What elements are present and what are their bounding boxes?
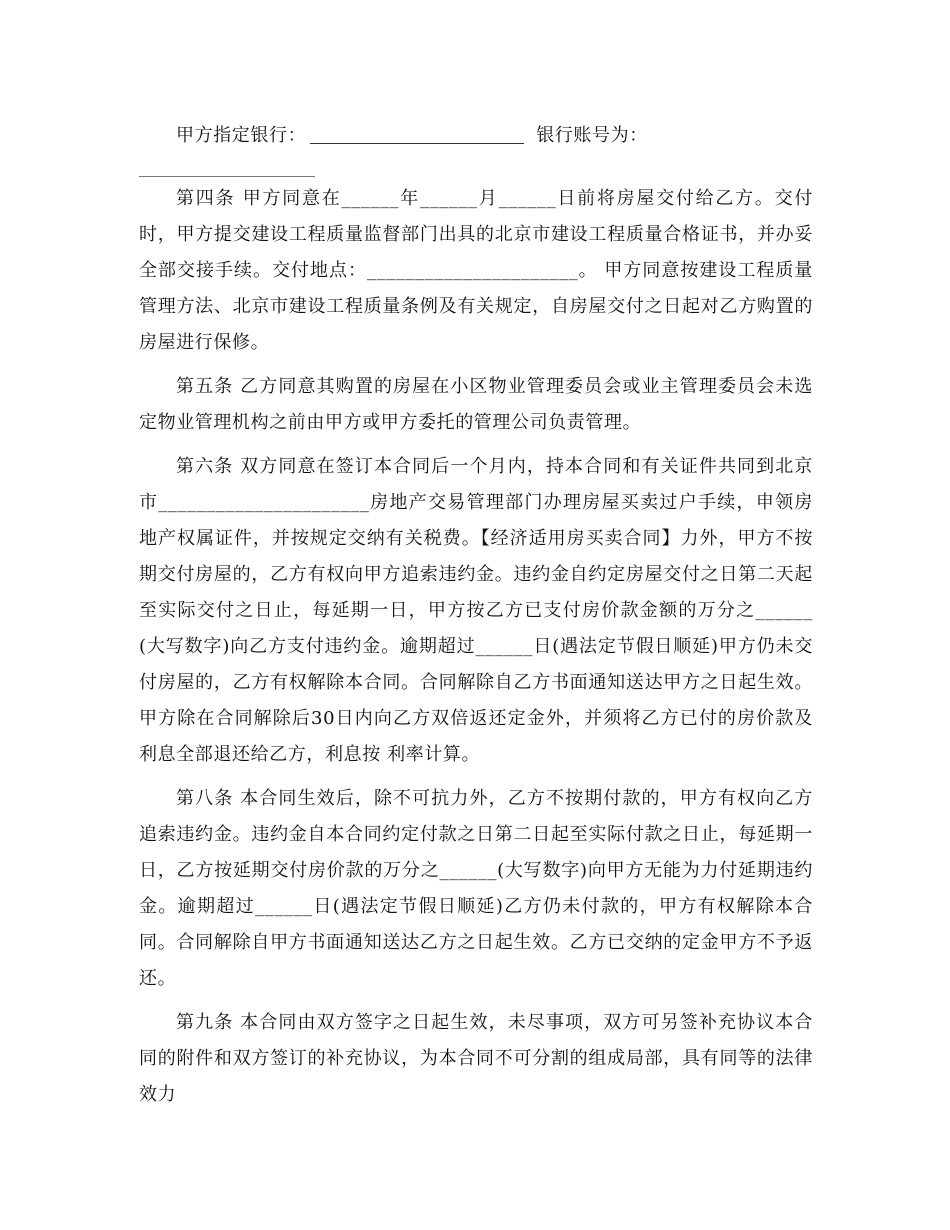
article-6 [139, 449, 813, 773]
bank-name-blank [310, 125, 524, 144]
article-8-text-a: 第八条 本合同生效后，除不可抗力外，乙方不按期付款的，甲方有权向乙方追索违约金。违约金自本合同约定付款之日第二日起至实际付款之日止，每延期一日，乙方按延期交付房价款的万分之 [139, 788, 813, 881]
article-9: 第九条 本合同由双方签字之日起生效，未尽事项，双方可另签补充协议本合同的附件和双方签订的补充协议，为本合同不可分割的组成局部，具有同等的法律效力 [139, 1012, 813, 1105]
article-6-text-d: 日(遇法定节假日顺延)甲方仍未交付房屋的，乙方有权解除本合同。合同解除自乙方书面通知送达甲方之日起生效。甲方除在合同解除后30日内向乙方双倍返还定金外，并须将乙方已付的房价款及利息全部退还给乙方，利息按 利率计算。 [139, 636, 813, 765]
day-blank: ______ [498, 188, 557, 209]
article-5: 第五条 乙方同意其购置的房屋在小区物业管理委员会或业主管理委员会未选定物业管理机构之前由甲方或甲方委托的管理公司负责管理。 [139, 376, 813, 433]
bank-label: 甲方指定银行： [176, 125, 307, 146]
year-blank: ______ [341, 188, 400, 209]
buyer-overdue-days-blank: ______ [255, 896, 313, 917]
overdue-days-blank: ______ [475, 636, 534, 657]
district-blank: ______________________ [158, 492, 370, 513]
penalty-rate-blank: ______ [755, 600, 813, 621]
article-4-text-b: 日前将房屋交付给乙方。交付时，甲方提交建设工程质量监督部门出具的北京市建设工程质量合格证书，并办妥全部交接手续。交付地点： [139, 188, 813, 281]
article-6-text-c: (大写数字)向乙方支付违约金。逾期超过 [139, 636, 476, 657]
contract-body [139, 118, 813, 1113]
article-8-text-c: 日(遇法定节假日顺延)乙方仍未付款的，甲方有权解除本合同。合同解除自甲方书面通知送达乙方之日起生效。乙方已交纳的定金甲方不予返还。 [139, 896, 813, 989]
delivery-place-blank: ______________________ [367, 260, 579, 281]
account-label: 银行账号为： [536, 125, 648, 146]
article-6-text-a: 第六条 双方同意在签订本合同后一个月内，持本合同和有关证件共同到北京市 [139, 456, 813, 513]
article-4-text-a: 第四条 甲方同意在 [176, 188, 342, 209]
bank-info-paragraph [139, 118, 813, 154]
account-number-blank [139, 154, 315, 177]
month-blank: ______ [420, 188, 478, 209]
year-label: 年 [399, 188, 421, 209]
article-8 [139, 781, 813, 997]
article-6-text-b: 房地产交易管理部门办理房屋买卖过户手续，申领房地产权属证件，并按规定交纳有关税费。【经济适用房买卖合同】力外，甲方不按期交付房屋的，乙方有权向甲方追索违约金。违约金自约定房屋交付之日第二天起至实际交付之日止，每延期一日，甲方按乙方已支付房价款金额的万分之 [139, 492, 813, 621]
article-4-text-c: 。 甲方同意按建设工程质量管理方法、北京市建设工程质量条例及有关规定，自房屋交付之日起对乙方购置的房屋进行保修。 [139, 260, 813, 353]
article-4 [139, 181, 813, 361]
article-8-text-b: (大写数字)向甲方无能为力付延期违约金。逾期超过 [139, 860, 813, 917]
month-label: 月 [477, 188, 499, 209]
buyer-penalty-rate-blank: ______ [439, 860, 498, 881]
